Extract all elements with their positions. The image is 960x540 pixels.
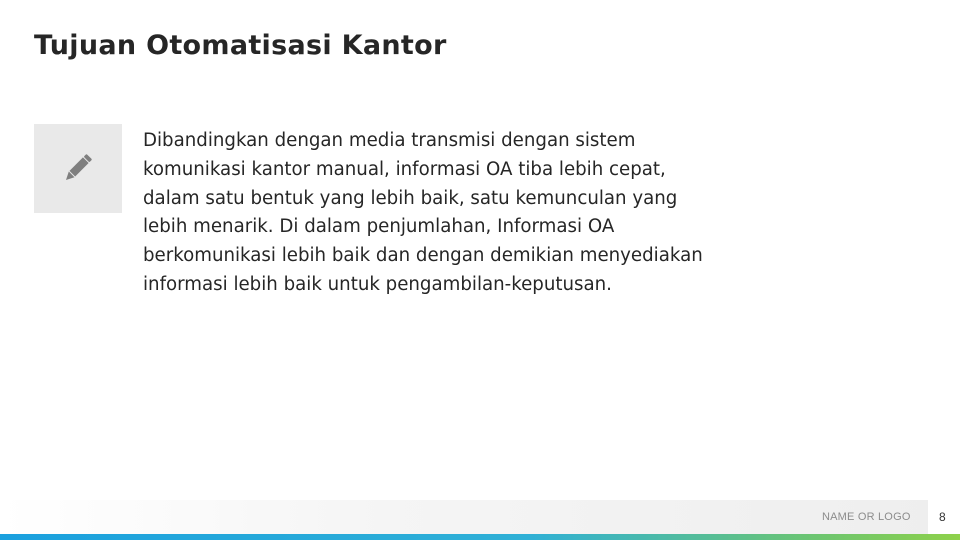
icon-tile — [34, 124, 122, 213]
footer-band — [0, 500, 960, 534]
bottom-accent-bar — [0, 534, 960, 540]
body-paragraph: Dibandingkan dengan media transmisi dengan sistem komunikasi kantor manual, informasi OA tiba lebih cepat, dalam satu bentuk yang lebih baik, satu kemunculan yang lebih menarik. Di dalam penjumlahan, Informasi OA berkomunikasi lebih baik dan dengan demikian menyediakan informasi lebih baik untuk pengambilan-keputusan. — [143, 130, 703, 295]
page-number: 8 — [939, 510, 946, 524]
pencil-icon — [60, 150, 96, 186]
footer-logo-text: NAME OR LOGO — [822, 511, 911, 523]
slide-title: Tujuan Otomatisasi Kantor — [34, 30, 447, 61]
